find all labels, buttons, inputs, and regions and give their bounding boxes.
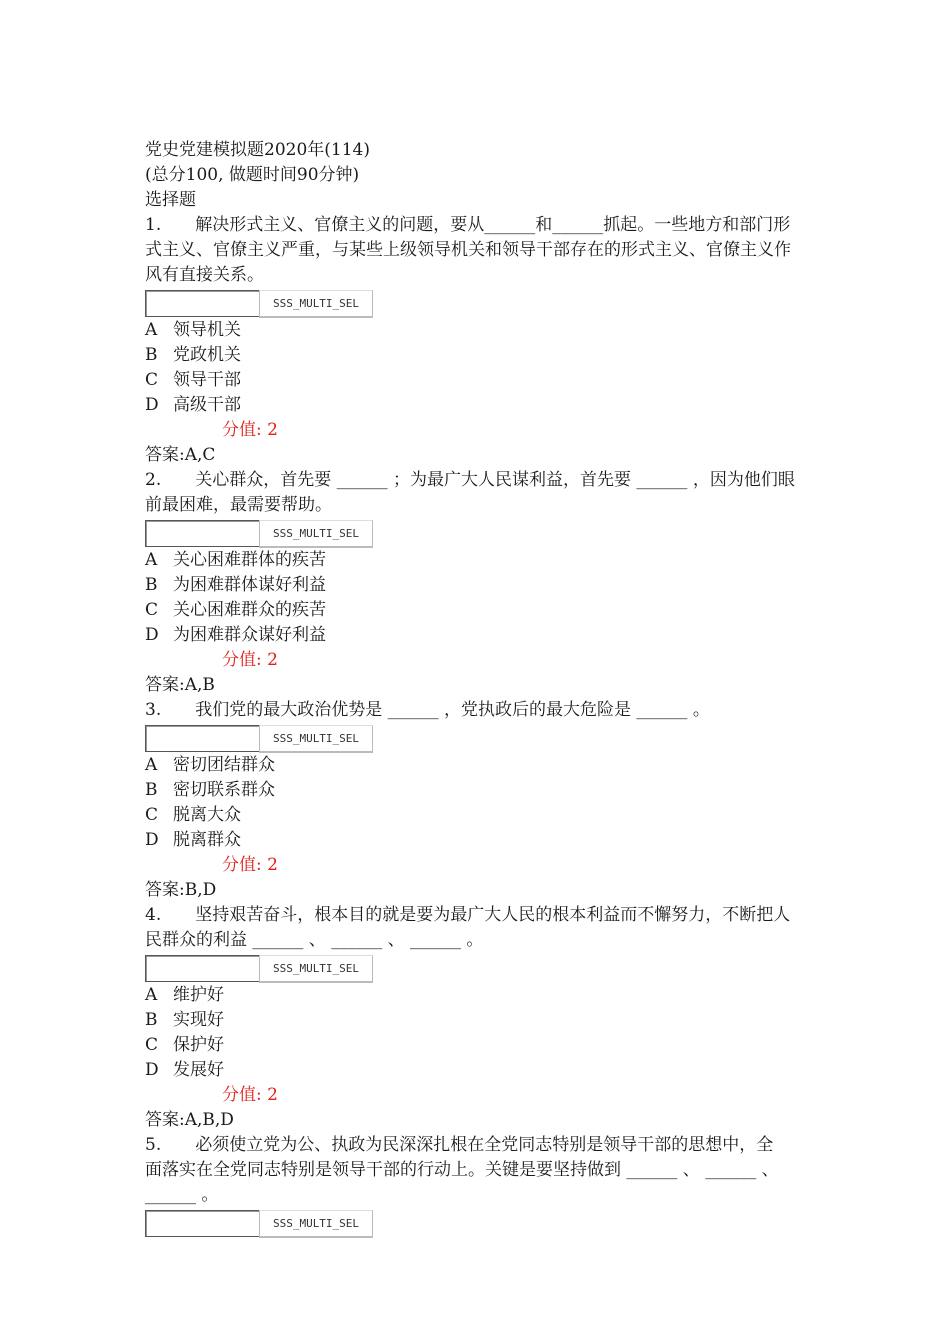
question-text: 5. 必须使立党为公、执政为民深深扎根在全党同志特别是领导干部的思想中，全面落实在全党同志特别是领导干部的行动上。关键是要坚持做到 ______ 、 ______ 、 ______ 。 — [145, 1135, 785, 1205]
answer-box — [145, 725, 810, 752]
option-text: 密切联系群众 — [173, 780, 275, 800]
doc-subtitle: (总分100, 做题时间90分钟) — [145, 165, 360, 185]
answer-label: 答案:A,C — [145, 445, 216, 465]
option-letter: B — [145, 780, 158, 800]
option-a[interactable] — [145, 753, 810, 778]
answer-type-label: SSS_MULTI_SEL — [259, 955, 373, 983]
option-letter: B — [145, 1010, 158, 1030]
option-c[interactable] — [145, 598, 810, 623]
answer-box — [145, 290, 810, 317]
option-letter: D — [145, 1060, 159, 1080]
option-b[interactable] — [145, 343, 810, 368]
option-text: 领导机关 — [173, 320, 241, 340]
option-letter: D — [145, 625, 159, 645]
answer-input[interactable] — [145, 520, 259, 547]
option-letter: C — [145, 600, 159, 620]
option-text: 发展好 — [173, 1060, 224, 1080]
option-c[interactable] — [145, 803, 810, 828]
option-letter: D — [145, 830, 159, 850]
option-a[interactable] — [145, 983, 810, 1008]
option-letter: C — [145, 805, 159, 825]
answer-label: 答案:A,B,D — [145, 1110, 234, 1130]
option-letter: A — [145, 985, 158, 1005]
option-letter: C — [145, 370, 159, 390]
option-b[interactable] — [145, 778, 810, 803]
question-text: 2. 关心群众，首先要 ______ ；为最广大人民谋利益，首先要 ______ ，因为他们眼前最困难，最需要帮助。 — [145, 470, 795, 515]
answer-label: 答案:B,D — [145, 880, 217, 900]
answer-type-label: SSS_MULTI_SEL — [259, 290, 373, 318]
answer-input[interactable] — [145, 290, 259, 317]
answer-box — [145, 1210, 810, 1237]
option-text: 为困难群体谋好利益 — [173, 575, 326, 595]
question-text: 4. 坚持艰苦奋斗，根本目的就是要为最广大人民的根本利益而不懈努力，不断把人民群众的利益 ______ 、 ______ 、 ______ 。 — [145, 905, 791, 950]
option-b[interactable] — [145, 1008, 810, 1033]
answer-box — [145, 520, 810, 547]
option-b[interactable] — [145, 573, 810, 598]
answer-input[interactable] — [145, 725, 259, 752]
option-text: 领导干部 — [173, 370, 241, 390]
option-text: 脱离大众 — [173, 805, 241, 825]
option-text: 维护好 — [173, 985, 224, 1005]
section-title: 选择题 — [145, 190, 196, 210]
score-label: 分值: 2 — [222, 420, 278, 440]
option-c[interactable] — [145, 1033, 810, 1058]
option-text: 脱离群众 — [173, 830, 241, 850]
option-text: 密切团结群众 — [173, 755, 275, 775]
question-1 — [145, 213, 810, 468]
option-d[interactable] — [145, 1058, 810, 1083]
option-text: 为困难群众谋好利益 — [173, 625, 326, 645]
question-text: 1. 解决形式主义、官僚主义的问题，要从______和______抓起。一些地方和部门形式主义、官僚主义严重，与某些上级领导机关和领导干部存在的形式主义、官僚主义作风有直接关系。 — [145, 215, 791, 285]
option-text: 保护好 — [173, 1035, 224, 1055]
doc-title: 党史党建模拟题2020年(114) — [145, 140, 370, 160]
option-letter: B — [145, 575, 158, 595]
question-4 — [145, 903, 810, 1133]
answer-type-label: SSS_MULTI_SEL — [259, 725, 373, 753]
option-letter: D — [145, 395, 159, 415]
option-letter: A — [145, 755, 158, 775]
answer-label: 答案:A,B — [145, 675, 215, 695]
answer-input[interactable] — [145, 1210, 259, 1237]
option-d[interactable] — [145, 623, 810, 648]
option-d[interactable] — [145, 828, 810, 853]
question-text: 3. 我们党的最大政治优势是 ______ ，党执政后的最大危险是 ______ 。 — [145, 700, 710, 720]
option-text: 党政机关 — [173, 345, 241, 365]
option-letter: A — [145, 550, 158, 570]
score-label: 分值: 2 — [222, 650, 278, 670]
option-letter: C — [145, 1035, 159, 1055]
document-page — [145, 138, 810, 1238]
score-label: 分值: 2 — [222, 1085, 278, 1105]
answer-type-label: SSS_MULTI_SEL — [259, 1210, 373, 1238]
option-a[interactable] — [145, 318, 810, 343]
question-2 — [145, 468, 810, 698]
option-d[interactable] — [145, 393, 810, 418]
option-text: 实现好 — [173, 1010, 224, 1030]
option-c[interactable] — [145, 368, 810, 393]
answer-input[interactable] — [145, 955, 259, 982]
answer-type-label: SSS_MULTI_SEL — [259, 520, 373, 548]
question-5 — [145, 1133, 810, 1237]
score-label: 分值: 2 — [222, 855, 278, 875]
option-a[interactable] — [145, 548, 810, 573]
question-3 — [145, 698, 810, 903]
option-text: 关心困难群体的疾苦 — [173, 550, 326, 570]
option-text: 高级干部 — [173, 395, 241, 415]
answer-box — [145, 955, 810, 982]
option-letter: A — [145, 320, 158, 340]
option-letter: B — [145, 345, 158, 365]
option-text: 关心困难群众的疾苦 — [173, 600, 326, 620]
